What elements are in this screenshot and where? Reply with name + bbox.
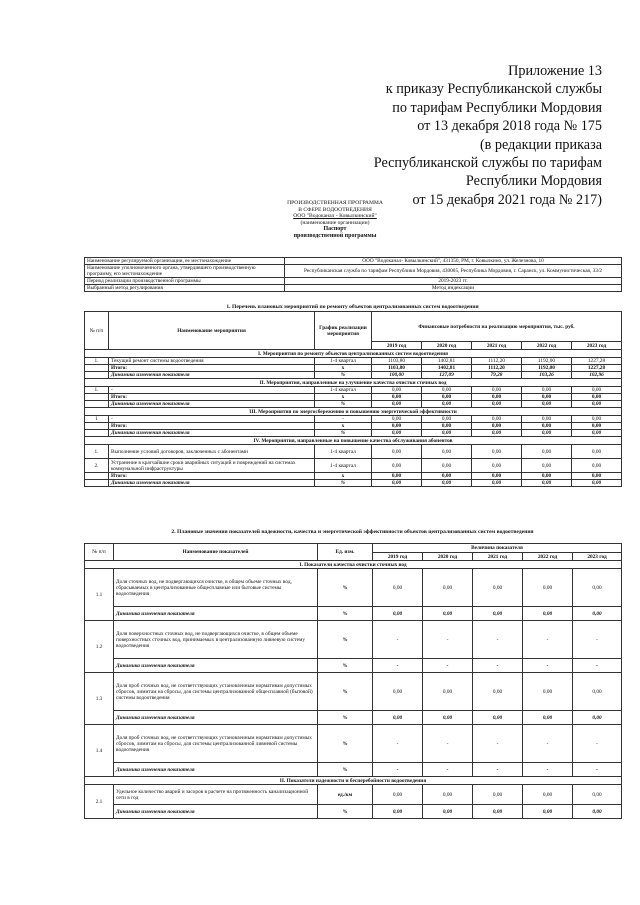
header-line: к приказу Республиканской службы <box>385 81 602 98</box>
value-cell: 0,00 <box>373 569 423 607</box>
value-cell: - <box>523 725 573 763</box>
value-cell: 0,00 <box>422 394 472 401</box>
group-title: III. Мероприятия по энергосбережению и повышению энергетической эффективности <box>85 408 622 416</box>
measure-name: Динамика изменения показателя <box>109 372 315 379</box>
passport-label: Период реализации производственной программы <box>85 278 285 285</box>
measure-row <box>85 423 622 430</box>
indicator-name: Доля проб сточных вод, не соответствующих установленным нормативам допустимых сбросов, лимитам на сбросы, для системы централизованной общесплавной (бытовой) системы водоотведения <box>114 673 318 711</box>
measure-name: Динамика изменения показателя <box>109 430 315 437</box>
value-cell: 79,28 <box>472 372 522 379</box>
value-cell: - <box>473 763 523 777</box>
value-cell: - <box>573 621 622 659</box>
row-number <box>85 423 109 430</box>
unit-cell: % <box>318 805 373 819</box>
unit-cell: % <box>318 711 373 725</box>
dynamics-row <box>85 805 622 819</box>
value-cell: 0,00 <box>572 394 622 401</box>
value-cell: 0,00 <box>422 459 472 473</box>
value-cell: 0,00 <box>522 394 572 401</box>
col-num-header: № п/п <box>85 312 109 350</box>
value-cell: - <box>373 763 423 777</box>
value-cell: 0,00 <box>522 473 572 480</box>
value-cell: 0,00 <box>422 430 472 437</box>
value-cell: 0,00 <box>573 673 622 711</box>
measure-name: Динамика изменения показателя <box>109 401 315 408</box>
year-header: 2023 год <box>572 342 622 350</box>
program-subtitle: В СФЕРЕ ВОДООТВЕДЕНИЯ <box>298 206 372 213</box>
value-cell: 0,00 <box>372 394 422 401</box>
value-cell: 0,00 <box>473 785 523 805</box>
row-number: 1. <box>85 358 109 365</box>
indicator-name: Удельное количество аварий и засоров в расчете на протяженность канализационной сети в год <box>114 785 318 805</box>
value-cell: 1112,20 <box>472 365 522 372</box>
passport-table <box>84 257 622 292</box>
row-number: 2. <box>85 459 109 473</box>
measure-row <box>85 372 622 379</box>
row-number: 2.1 <box>85 785 114 819</box>
passport-value: 2019-2023 гг. <box>285 278 622 285</box>
passport-subtitle: производственной программы <box>293 232 377 239</box>
dynamics-row <box>85 711 622 725</box>
row-number: 1.3 <box>85 673 114 725</box>
value-cell: 0,00 <box>473 805 523 819</box>
value-cell: 0,00 <box>573 607 622 621</box>
indicators-table <box>84 543 622 819</box>
passport-row <box>85 285 622 292</box>
header-line: по тарифам Республики Мордовия <box>392 99 602 116</box>
year-header: 2022 год <box>523 553 573 561</box>
value-cell: 1192,00 <box>522 365 572 372</box>
measure-row <box>85 416 622 423</box>
measure-name: Итого: <box>109 473 315 480</box>
value-cell: - <box>573 763 622 777</box>
passport-row <box>85 265 622 278</box>
group-header-row <box>85 408 622 416</box>
measure-row <box>85 358 622 365</box>
measure-row <box>85 459 622 473</box>
col-unit-header: Ед. изм. <box>318 544 373 561</box>
value-cell: 0,00 <box>373 607 423 621</box>
col-name-header: Наименование мероприятия <box>109 312 315 350</box>
value-cell: 0,00 <box>372 430 422 437</box>
indicator-row <box>85 725 622 763</box>
value-cell: - <box>523 659 573 673</box>
value-cell: 0,00 <box>423 607 473 621</box>
col-num-header: № п/п <box>85 544 114 561</box>
value-cell: 0,00 <box>522 445 572 459</box>
row-number <box>85 365 109 372</box>
row-number <box>85 473 109 480</box>
value-cell: 0,00 <box>473 569 523 607</box>
value-cell: 0,00 <box>522 423 572 430</box>
row-number: 1. <box>85 387 109 394</box>
year-header: 2020 год <box>423 553 473 561</box>
value-cell: 0,00 <box>422 401 472 408</box>
value-cell: - <box>373 659 423 673</box>
value-cell: 0,00 <box>472 416 522 423</box>
value-cell: 0,00 <box>523 569 573 607</box>
value-cell: 1227,28 <box>572 365 622 372</box>
measures-table <box>84 311 622 487</box>
value-cell: 1112,20 <box>472 358 522 365</box>
value-cell: 1103,80 <box>372 358 422 365</box>
value-cell: 0,00 <box>472 387 522 394</box>
value-cell: 0,00 <box>472 445 522 459</box>
group-title: IV. Мероприятия, направленные на повышение качества обслуживания абонентов <box>85 437 622 445</box>
value-cell: 0,00 <box>372 416 422 423</box>
section2-title: 2. Плановые значения показателей надежности, качества и энергетической эффективности объектов централизованных систем водоотведения <box>171 529 534 535</box>
value-cell: 0,00 <box>422 445 472 459</box>
passport-value: Метод индексации <box>285 285 622 292</box>
value-cell: 0,00 <box>522 480 572 487</box>
group-header-row <box>85 561 622 569</box>
value-cell: 0,00 <box>523 805 573 819</box>
value-cell: 0,00 <box>472 401 522 408</box>
dynamics-label: Динамика изменения показателя <box>114 607 318 621</box>
indicator-row <box>85 785 622 805</box>
value-cell: 0,00 <box>572 480 622 487</box>
value-cell: 0,00 <box>572 459 622 473</box>
value-cell: - <box>523 621 573 659</box>
group-title: I. Мероприятия по ремонту объектов централизованных систем водоотведения <box>85 350 622 358</box>
header-line: Приложение 13 <box>508 63 602 79</box>
value-cell: - <box>423 659 473 673</box>
value-cell: 0,00 <box>523 607 573 621</box>
value-cell: 0,00 <box>472 430 522 437</box>
measure-row <box>85 430 622 437</box>
dynamics-label: Динамика изменения показателя <box>114 711 318 725</box>
group-header-row <box>85 437 622 445</box>
group-title: II. Показатели надежности и бесперебойности водоотведения <box>85 777 622 785</box>
value-cell: 0,00 <box>422 473 472 480</box>
year-header: 2021 год <box>473 553 523 561</box>
value-cell: - <box>573 725 622 763</box>
unit-cell: % <box>318 569 373 607</box>
row-number: 1.1 <box>85 569 114 621</box>
value-cell: 0,00 <box>372 387 422 394</box>
passport-value: ООО "Водоканал- Ковылкинский", 431350, РМ, г. Ковылкино, ул. Железнова, 10 <box>285 258 622 265</box>
value-cell: - <box>573 659 622 673</box>
group-header-row <box>85 350 622 358</box>
schedule-cell: % <box>315 480 372 487</box>
value-cell: 0,00 <box>573 569 622 607</box>
schedule-cell: х <box>315 423 372 430</box>
value-cell: 0,00 <box>472 394 522 401</box>
value-cell: 0,00 <box>523 785 573 805</box>
value-cell: 0,00 <box>473 607 523 621</box>
measure-row <box>85 365 622 372</box>
unit-cell: % <box>318 725 373 763</box>
value-cell: 0,00 <box>423 673 473 711</box>
value-cell: 0,00 <box>473 711 523 725</box>
year-header: 2019 год <box>372 342 422 350</box>
value-cell: 0,00 <box>373 785 423 805</box>
value-cell: 0,00 <box>372 445 422 459</box>
value-cell: 1103,80 <box>372 365 422 372</box>
measure-row <box>85 394 622 401</box>
group-header-row <box>85 777 622 785</box>
value-cell: 0,00 <box>522 387 572 394</box>
value-cell: - <box>523 763 573 777</box>
value-cell: 0,00 <box>572 401 622 408</box>
dynamics-label: Динамика изменения показателя <box>114 659 318 673</box>
year-header: 2023 год <box>573 553 622 561</box>
value-cell: 0,00 <box>523 673 573 711</box>
unit-cell: % <box>318 621 373 659</box>
measure-name: Устранение в кратчайшие сроки аварийных ситуаций и повреждений на системах коммунальной инфраструктуры <box>109 459 315 473</box>
value-cell: 0,00 <box>422 387 472 394</box>
value-cell: 0,00 <box>472 423 522 430</box>
value-cell: 0,00 <box>572 445 622 459</box>
value-cell: - <box>473 621 523 659</box>
value-cell: 0,00 <box>423 805 473 819</box>
organization-name: ООО "Водоканал - Ковылкинский" <box>293 213 377 220</box>
schedule-cell: % <box>315 430 372 437</box>
schedule-cell: % <box>315 401 372 408</box>
row-number <box>85 394 109 401</box>
value-cell: 0,00 <box>572 416 622 423</box>
value-cell: 0,00 <box>373 805 423 819</box>
indicator-name: Доля сточных вод, не подвергающихся очистке, в общем объеме сточных вод, сбрасываемых в централизованные общесплавные или бытовые системы водоотведения <box>114 569 318 607</box>
value-cell: 0,00 <box>472 459 522 473</box>
row-number: 1 <box>85 416 109 423</box>
measure-name: Динамика изменения показателя <box>109 480 315 487</box>
value-cell: 0,00 <box>422 423 472 430</box>
year-header: 2021 год <box>472 342 522 350</box>
appendix-header <box>272 62 602 209</box>
value-cell: 0,00 <box>372 459 422 473</box>
row-number <box>85 480 109 487</box>
value-cell: - <box>423 725 473 763</box>
header-line: от 13 декабря 2018 года № 175 <box>417 118 602 135</box>
unit-cell: % <box>318 659 373 673</box>
dynamics-row <box>85 607 622 621</box>
header-line: Республиканской службы по тарифам <box>373 155 602 172</box>
value-cell: 0,00 <box>573 805 622 819</box>
measure-row <box>85 387 622 394</box>
schedule-cell: х <box>315 365 372 372</box>
value-cell: 0,00 <box>472 480 522 487</box>
col-schedule-header: График реализации мероприятия <box>315 312 372 350</box>
dynamics-row <box>85 763 622 777</box>
value-cell: - <box>423 763 473 777</box>
value-cell: 0,00 <box>473 673 523 711</box>
value-cell: 0,00 <box>372 473 422 480</box>
schedule-cell: 1-4 квартал <box>315 387 372 394</box>
program-title: ПРОИЗВОДСТВЕННАЯ ПРОГРАММА <box>287 200 383 206</box>
row-number: 1. <box>85 445 109 459</box>
value-cell: - <box>473 725 523 763</box>
value-cell: 0,00 <box>522 416 572 423</box>
value-cell: - <box>373 621 423 659</box>
value-cell: 1402,81 <box>422 358 472 365</box>
value-cell: 0,00 <box>523 711 573 725</box>
schedule-cell: 1-4 квартал <box>315 459 372 473</box>
dynamics-label: Динамика изменения показателя <box>114 805 318 819</box>
measure-name: Выполнение условий договоров, заключенных с абонентами <box>109 445 315 459</box>
value-cell: 0,00 <box>472 473 522 480</box>
measure-row <box>85 473 622 480</box>
row-number: 1.4 <box>85 725 114 777</box>
row-number <box>85 372 109 379</box>
measure-name: Итого: <box>109 365 315 372</box>
value-cell: 0,00 <box>573 785 622 805</box>
value-cell: 0,00 <box>372 480 422 487</box>
passport-title: Паспорт <box>323 226 347 233</box>
value-cell: 0,00 <box>572 430 622 437</box>
indicator-row <box>85 569 622 607</box>
measure-row <box>85 401 622 408</box>
row-number: 1.2 <box>85 621 114 673</box>
value-cell: 127,09 <box>422 372 472 379</box>
value-cell: - <box>423 621 473 659</box>
schedule-cell: % <box>315 372 372 379</box>
col-name-header: Наименование показателей <box>114 544 318 561</box>
indicator-row <box>85 621 622 659</box>
value-cell: 0,00 <box>572 387 622 394</box>
header-line: от 15 декабря 2021 года № 217) <box>412 191 602 208</box>
value-cell: - <box>473 659 523 673</box>
group-title: I. Показатели качества очистки сточных вод <box>85 561 622 569</box>
row-number <box>85 430 109 437</box>
schedule-cell: 1-4 квартал <box>315 358 372 365</box>
passport-label: Выбранный метод регулирования <box>85 285 285 292</box>
value-cell: 0,00 <box>423 785 473 805</box>
value-cell: 0,00 <box>422 480 472 487</box>
col-values-header: Величина показателя <box>373 544 622 553</box>
measure-row <box>85 445 622 459</box>
organization-caption: (наименование организации) <box>300 219 370 226</box>
indicator-row <box>85 673 622 711</box>
schedule-cell: х <box>315 394 372 401</box>
group-title: II. Мероприятия, направленные на улучшение качества очистки сточных вод <box>85 379 622 387</box>
value-cell: 0,00 <box>572 473 622 480</box>
value-cell: 0,00 <box>373 711 423 725</box>
program-title-block <box>250 200 420 240</box>
passport-label: Наименование уполномоченного органа, утвердившего производственную программу, его местонахождение <box>85 265 285 278</box>
row-number <box>85 401 109 408</box>
value-cell: 0,00 <box>422 416 472 423</box>
value-cell: 1192,00 <box>522 358 572 365</box>
value-cell: 0,00 <box>373 673 423 711</box>
value-cell: 0,00 <box>423 711 473 725</box>
measure-name: - <box>109 387 315 394</box>
dynamics-label: Динамика изменения показателя <box>114 763 318 777</box>
value-cell: 103,26 <box>522 372 572 379</box>
year-header: 2022 год <box>522 342 572 350</box>
value-cell: 0,00 <box>372 401 422 408</box>
value-cell: 0,00 <box>573 711 622 725</box>
indicator-name: Доля проб сточных вод, не соответствующих установленным нормативам допустимых сбросов, лимитам на сбросы, для системы централизованной ливневой системы водоотведения <box>114 725 318 763</box>
measure-name: Текущий ремонт системы водоотведения <box>109 358 315 365</box>
value-cell: 1227,28 <box>572 358 622 365</box>
value-cell: 102,96 <box>572 372 622 379</box>
dynamics-row <box>85 659 622 673</box>
group-header-row <box>85 379 622 387</box>
value-cell: - <box>373 725 423 763</box>
indicator-name: Доля поверхностных сточных вод, не подвергающихся очистке, в общем объеме поверхностных сточных вод, принимаемых в централизованную ливневую систему водоотведения <box>114 621 318 659</box>
value-cell: 0,00 <box>372 423 422 430</box>
passport-row <box>85 258 622 265</box>
col-fin-header: Финансовые потребности на реализацию мероприятия, тыс. руб. <box>372 312 622 342</box>
section1-title: 1. Перечень плановых мероприятий по ремонту объектов централизованных систем водоотведения <box>226 304 479 310</box>
passport-row <box>85 278 622 285</box>
measure-row <box>85 480 622 487</box>
value-cell: 0,00 <box>522 401 572 408</box>
header-line: (в редакции приказа <box>479 136 602 153</box>
header-line: Республики Мордовия <box>465 173 602 190</box>
unit-cell: % <box>318 607 373 621</box>
schedule-cell: х <box>315 473 372 480</box>
schedule-cell: 1-4 квартал <box>315 445 372 459</box>
value-cell: 0,00 <box>522 430 572 437</box>
value-cell: 100,00 <box>372 372 422 379</box>
measure-name: Итого: <box>109 394 315 401</box>
unit-cell: ед./км <box>318 785 373 805</box>
measure-name: Итого: <box>109 423 315 430</box>
unit-cell: % <box>318 763 373 777</box>
value-cell: 1402,81 <box>422 365 472 372</box>
value-cell: 0,00 <box>522 459 572 473</box>
schedule-cell: - <box>315 416 372 423</box>
year-header: 2019 год <box>373 553 423 561</box>
unit-cell: % <box>318 673 373 711</box>
value-cell: 0,00 <box>423 569 473 607</box>
year-header: 2020 год <box>422 342 472 350</box>
measure-name: - <box>109 416 315 423</box>
value-cell: 0,00 <box>572 423 622 430</box>
passport-label: Наименование регулируемой организации, ее местонахождение <box>85 258 285 265</box>
passport-value: Республиканская служба по тарифам Республики Мордовия, 430005, Республика Мордовия, г. Саранск, ул. Коммунистическая, 33/2 <box>285 265 622 278</box>
